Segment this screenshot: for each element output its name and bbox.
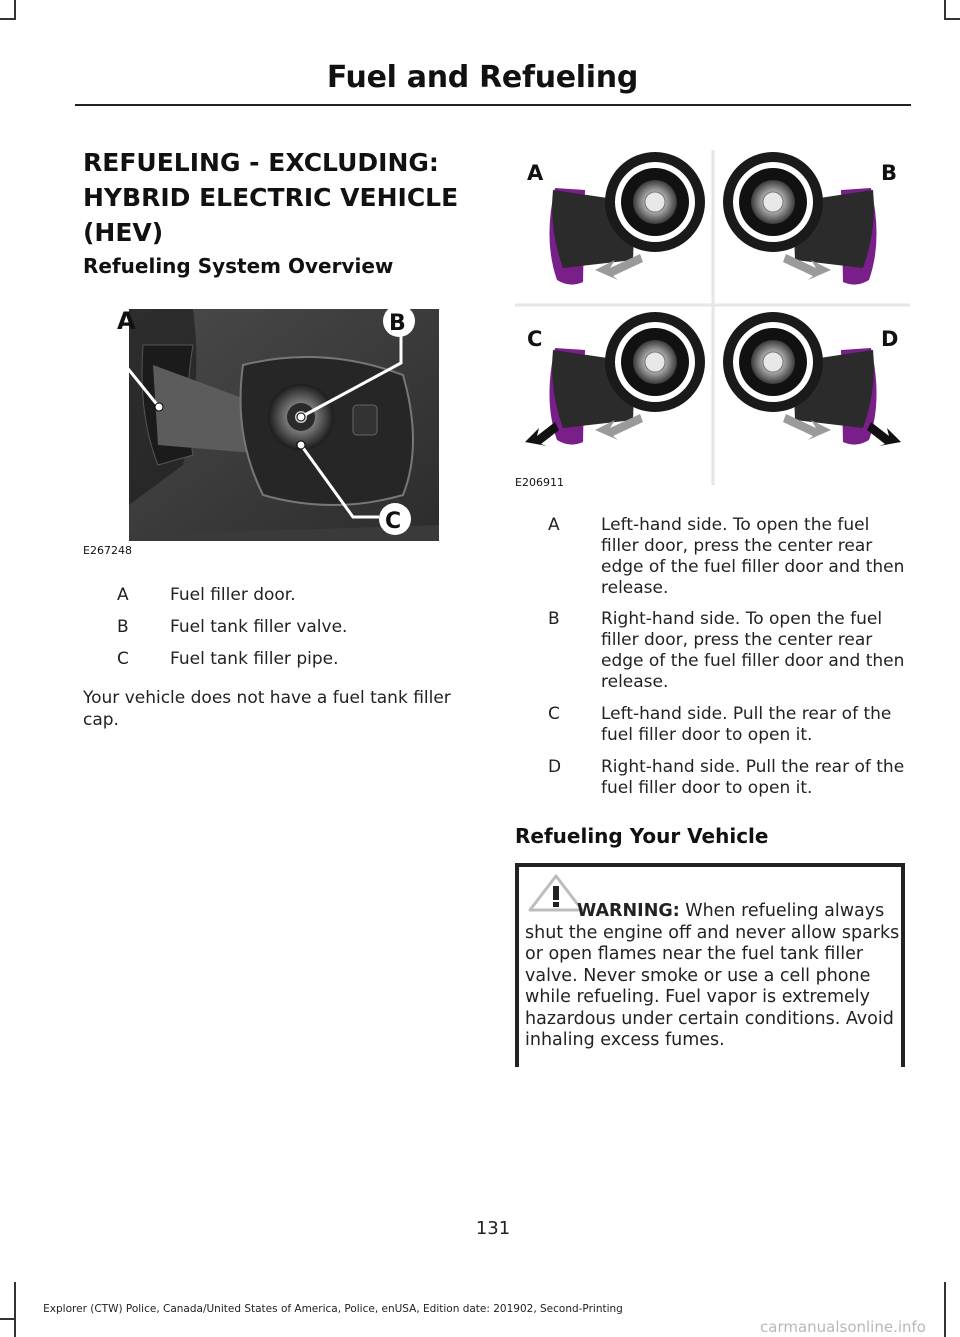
- key-text: Left-hand side. Pull the rear of the fuel filler door to open it.: [601, 704, 892, 745]
- crop-mark: [944, 1282, 946, 1337]
- key-text: Fuel tank filler valve.: [170, 617, 348, 637]
- refueling-heading: Refueling Your Vehicle: [515, 824, 769, 848]
- key-letter: B: [117, 617, 129, 637]
- crop-mark: [14, 0, 16, 20]
- key-letter: D: [548, 757, 562, 777]
- fuel-filler-illustration: [83, 305, 443, 560]
- callout-b: B: [881, 161, 898, 185]
- watermark: carmanualsonline.info: [760, 1318, 926, 1336]
- key-letter: C: [117, 649, 129, 669]
- key-letter: A: [117, 585, 129, 605]
- header-rule: [75, 104, 911, 106]
- key-text: Fuel tank filler pipe.: [170, 649, 339, 669]
- key-text: Right-hand side. To open the fuel filler door, press the center rear edge of the fuel filler door and then release.: [601, 609, 905, 692]
- crop-mark: [944, 18, 960, 20]
- callout-a: A: [527, 161, 544, 185]
- warning-body: When refueling always shut the engine off and never allow sparks or open flames near the fuel tank filler valve. Never smoke or use a cell phone while refueling. Fuel vapor is extremely hazardous under certain conditions. Avoid inhaling excess fumes.: [525, 901, 900, 1050]
- figure-id: E206911: [515, 476, 564, 489]
- crop-mark: [944, 0, 946, 20]
- key-letter: A: [548, 515, 560, 535]
- page-number: 131: [475, 1218, 511, 1239]
- key-letter: B: [548, 609, 560, 629]
- crop-mark: [0, 18, 16, 20]
- callout-c: C: [385, 509, 402, 534]
- key-letter: C: [548, 704, 560, 724]
- fuel-filler-figure: [83, 305, 443, 560]
- section-subtitle: Refueling System Overview: [83, 254, 394, 278]
- footer-text: Explorer (CTW) Police, Canada/United States of America, Police, enUSA, Edition date: 201902, Second-Printing: [43, 1303, 623, 1315]
- callout-d: D: [881, 327, 899, 351]
- crop-mark: [0, 1318, 16, 1320]
- warning-box: [515, 863, 905, 1067]
- section-title: REFUELING - EXCLUDING: HYBRID ELECTRIC VEHICLE (HEV): [83, 148, 459, 247]
- filler-door-figure: [515, 150, 915, 490]
- filler-door-illustration: [515, 150, 915, 490]
- figure-id: E267248: [83, 544, 132, 557]
- callout-b: B: [389, 311, 406, 336]
- warning-text: [525, 901, 901, 1052]
- page-header-title: Fuel and Refueling: [326, 60, 638, 95]
- callout-a: A: [117, 307, 136, 335]
- key-text: Left-hand side. To open the fuel filler door, press the center rear edge of the fuel filler door and then release.: [601, 515, 905, 598]
- key-text: Right-hand side. Pull the rear of the fuel filler door to open it.: [601, 757, 905, 798]
- fuel-cap-note: Your vehicle does not have a fuel tank filler cap.: [83, 688, 451, 730]
- key-text: Fuel filler door.: [170, 585, 296, 605]
- warning-label: WARNING:: [577, 901, 680, 921]
- callout-c: C: [527, 327, 543, 351]
